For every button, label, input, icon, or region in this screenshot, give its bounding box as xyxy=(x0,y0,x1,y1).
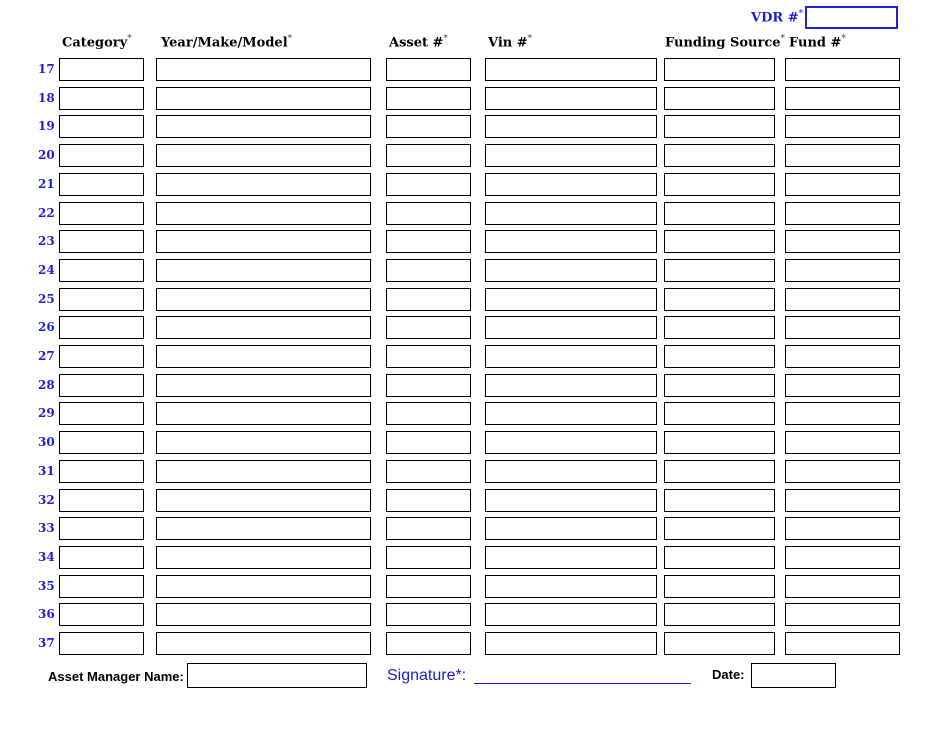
asset-input[interactable] xyxy=(386,374,471,397)
vin-input[interactable] xyxy=(485,575,657,598)
vin-input[interactable] xyxy=(485,58,657,81)
row-number: 23 xyxy=(38,234,55,248)
column-header-label: Category xyxy=(62,35,128,51)
required-asterisk: * xyxy=(527,34,533,44)
category-input[interactable] xyxy=(59,402,144,425)
required-asterisk: * xyxy=(841,34,846,44)
funding-input[interactable] xyxy=(664,489,775,512)
ymm-input[interactable] xyxy=(156,603,371,626)
ymm-input[interactable] xyxy=(156,632,371,655)
category-input[interactable] xyxy=(59,87,144,110)
column-header-label: Asset # xyxy=(389,35,444,51)
asset-input[interactable] xyxy=(386,87,471,110)
ymm-input[interactable] xyxy=(156,517,371,540)
vin-input[interactable] xyxy=(485,460,657,483)
column-header-label: Vin # xyxy=(488,35,528,51)
funding-input[interactable] xyxy=(664,374,775,397)
row-number: 34 xyxy=(38,550,55,564)
vin-input[interactable] xyxy=(485,87,657,110)
row-number: 22 xyxy=(38,206,55,220)
funding-input[interactable] xyxy=(664,87,775,110)
category-input[interactable] xyxy=(59,575,144,598)
category-input[interactable] xyxy=(59,632,144,655)
category-input[interactable] xyxy=(59,58,144,81)
ymm-input[interactable] xyxy=(156,259,371,282)
required-asterisk: * xyxy=(127,34,132,44)
asset-input[interactable] xyxy=(386,144,471,167)
funding-input[interactable] xyxy=(664,575,775,598)
asset-input[interactable] xyxy=(386,288,471,311)
ymm-input[interactable] xyxy=(156,115,371,138)
required-asterisk: * xyxy=(287,34,293,44)
fund-input[interactable] xyxy=(785,431,900,454)
ymm-input[interactable] xyxy=(156,288,371,311)
signature-label: Signature*: xyxy=(387,667,467,684)
vdr-input[interactable] xyxy=(805,6,898,29)
row-number: 31 xyxy=(38,464,55,478)
row-number: 35 xyxy=(38,579,55,593)
funding-input[interactable] xyxy=(664,517,775,540)
funding-input[interactable] xyxy=(664,288,775,311)
category-input[interactable] xyxy=(59,460,144,483)
ymm-input[interactable] xyxy=(156,144,371,167)
ymm-input[interactable] xyxy=(156,173,371,196)
funding-input[interactable] xyxy=(664,402,775,425)
funding-input[interactable] xyxy=(664,115,775,138)
fund-input[interactable] xyxy=(785,259,900,282)
row-number: 26 xyxy=(38,320,55,334)
fund-input[interactable] xyxy=(785,460,900,483)
asset-input[interactable] xyxy=(386,489,471,512)
fund-input[interactable] xyxy=(785,374,900,397)
asset-input[interactable] xyxy=(386,115,471,138)
funding-input[interactable] xyxy=(664,603,775,626)
ymm-input[interactable] xyxy=(156,87,371,110)
fund-input[interactable] xyxy=(785,632,900,655)
asset-manager-name-label: Asset Manager Name: xyxy=(48,669,184,684)
required-asterisk: * xyxy=(780,34,786,44)
fund-input[interactable] xyxy=(785,489,900,512)
vdr-required-asterisk: * xyxy=(798,9,804,19)
fund-input[interactable] xyxy=(785,517,900,540)
row-number: 17 xyxy=(38,62,55,76)
vin-input[interactable] xyxy=(485,173,657,196)
column-header-year-make-model xyxy=(161,34,292,50)
column-header-fund xyxy=(789,34,846,50)
asset-input[interactable] xyxy=(386,173,471,196)
category-input[interactable] xyxy=(59,374,144,397)
fund-input[interactable] xyxy=(785,575,900,598)
row-number: 24 xyxy=(38,263,55,277)
vin-input[interactable] xyxy=(485,632,657,655)
category-input[interactable] xyxy=(59,546,144,569)
row-number: 32 xyxy=(38,493,55,507)
category-input[interactable] xyxy=(59,517,144,540)
funding-input[interactable] xyxy=(664,144,775,167)
row-number: 33 xyxy=(38,521,55,535)
vin-input[interactable] xyxy=(485,517,657,540)
required-asterisk: * xyxy=(443,34,448,44)
category-input[interactable] xyxy=(59,316,144,339)
fund-input[interactable] xyxy=(785,202,900,225)
category-input[interactable] xyxy=(59,345,144,368)
category-input[interactable] xyxy=(59,431,144,454)
category-input[interactable] xyxy=(59,115,144,138)
vin-input[interactable] xyxy=(485,288,657,311)
row-number: 20 xyxy=(38,148,55,162)
fund-input[interactable] xyxy=(785,58,900,81)
funding-input[interactable] xyxy=(664,632,775,655)
column-header-label: Fund # xyxy=(789,35,842,51)
funding-input[interactable] xyxy=(664,316,775,339)
date-label: Date: xyxy=(712,667,745,682)
column-header-funding-source xyxy=(665,34,785,50)
asset-input[interactable] xyxy=(386,259,471,282)
fund-input[interactable] xyxy=(785,345,900,368)
ymm-input[interactable] xyxy=(156,316,371,339)
row-number: 29 xyxy=(38,406,55,420)
ymm-input[interactable] xyxy=(156,546,371,569)
vin-input[interactable] xyxy=(485,144,657,167)
row-number: 21 xyxy=(38,177,55,191)
category-input[interactable] xyxy=(59,259,144,282)
row-number: 18 xyxy=(38,91,55,105)
category-input[interactable] xyxy=(59,173,144,196)
ymm-input[interactable] xyxy=(156,575,371,598)
fund-input[interactable] xyxy=(785,316,900,339)
asset-input[interactable] xyxy=(386,546,471,569)
row-number: 36 xyxy=(38,607,55,621)
vin-input[interactable] xyxy=(485,489,657,512)
asset-input[interactable] xyxy=(386,230,471,253)
row-number: 30 xyxy=(38,435,55,449)
funding-input[interactable] xyxy=(664,259,775,282)
funding-input[interactable] xyxy=(664,546,775,569)
vin-input[interactable] xyxy=(485,603,657,626)
fund-input[interactable] xyxy=(785,546,900,569)
ymm-input[interactable] xyxy=(156,345,371,368)
vin-input[interactable] xyxy=(485,202,657,225)
vdr-label-text: VDR # xyxy=(751,10,799,26)
funding-input[interactable] xyxy=(664,58,775,81)
column-header-label: Year/Make/Model xyxy=(161,35,288,51)
column-header-label: Funding Source xyxy=(665,35,781,51)
funding-input[interactable] xyxy=(664,173,775,196)
fund-input[interactable] xyxy=(785,402,900,425)
ymm-input[interactable] xyxy=(156,230,371,253)
fund-input[interactable] xyxy=(785,288,900,311)
ymm-input[interactable] xyxy=(156,202,371,225)
category-input[interactable] xyxy=(59,144,144,167)
fund-input[interactable] xyxy=(785,87,900,110)
asset-input[interactable] xyxy=(386,202,471,225)
vin-input[interactable] xyxy=(485,230,657,253)
category-input[interactable] xyxy=(59,230,144,253)
row-number: 37 xyxy=(38,636,55,650)
asset-input[interactable] xyxy=(386,345,471,368)
vin-input[interactable] xyxy=(485,402,657,425)
vdr-label xyxy=(751,9,803,25)
asset-input[interactable] xyxy=(386,460,471,483)
fund-input[interactable] xyxy=(785,603,900,626)
asset-input[interactable] xyxy=(386,431,471,454)
column-header-vin xyxy=(488,34,532,50)
fund-input[interactable] xyxy=(785,144,900,167)
vin-input[interactable] xyxy=(485,259,657,282)
vin-input[interactable] xyxy=(485,374,657,397)
ymm-input[interactable] xyxy=(156,431,371,454)
ymm-input[interactable] xyxy=(156,58,371,81)
funding-input[interactable] xyxy=(664,460,775,483)
vin-input[interactable] xyxy=(485,345,657,368)
asset-input[interactable] xyxy=(386,632,471,655)
column-header-asset xyxy=(389,34,448,50)
asset-manager-name-input[interactable] xyxy=(187,663,367,688)
ymm-input[interactable] xyxy=(156,374,371,397)
category-input[interactable] xyxy=(59,489,144,512)
category-input[interactable] xyxy=(59,288,144,311)
vin-input[interactable] xyxy=(485,115,657,138)
asset-input[interactable] xyxy=(386,402,471,425)
column-header-category xyxy=(62,34,132,50)
funding-input[interactable] xyxy=(664,345,775,368)
ymm-input[interactable] xyxy=(156,489,371,512)
vin-input[interactable] xyxy=(485,316,657,339)
vin-input[interactable] xyxy=(485,546,657,569)
date-input[interactable] xyxy=(751,663,836,688)
asset-input[interactable] xyxy=(386,58,471,81)
asset-input[interactable] xyxy=(386,575,471,598)
funding-input[interactable] xyxy=(664,230,775,253)
ymm-input[interactable] xyxy=(156,402,371,425)
row-number: 28 xyxy=(38,378,55,392)
category-input[interactable] xyxy=(59,603,144,626)
row-number: 19 xyxy=(38,119,55,133)
row-number: 27 xyxy=(38,349,55,363)
fund-input[interactable] xyxy=(785,230,900,253)
fund-input[interactable] xyxy=(785,115,900,138)
funding-input[interactable] xyxy=(664,202,775,225)
category-input[interactable] xyxy=(59,202,144,225)
vin-input[interactable] xyxy=(485,431,657,454)
fund-input[interactable] xyxy=(785,173,900,196)
row-number: 25 xyxy=(38,292,55,306)
signature-line[interactable] xyxy=(474,683,691,684)
funding-input[interactable] xyxy=(664,431,775,454)
asset-input[interactable] xyxy=(386,517,471,540)
asset-input[interactable] xyxy=(386,603,471,626)
ymm-input[interactable] xyxy=(156,460,371,483)
asset-input[interactable] xyxy=(386,316,471,339)
